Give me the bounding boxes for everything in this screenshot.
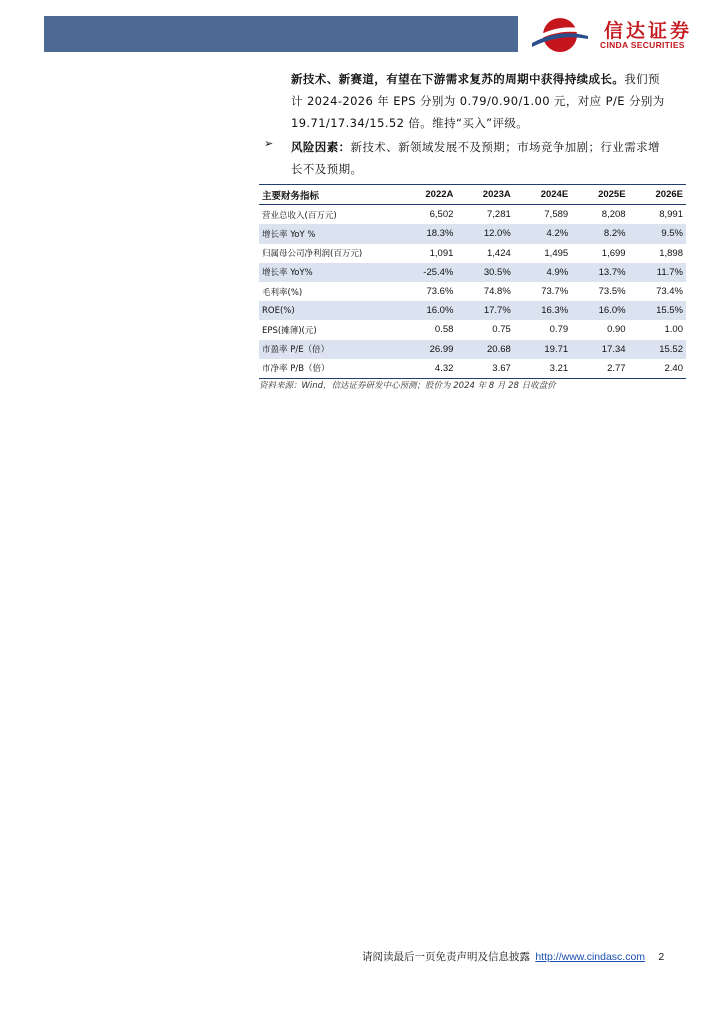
paragraph-line-1 <box>291 68 683 90</box>
risk-line-1-text: 新技术、新领域发展不及预期；市场竞争加剧；行业需求增 <box>350 140 660 154</box>
table-cell: 0.58 <box>434 324 454 336</box>
table-cell: 30.5% <box>483 266 511 278</box>
table-cell: 16.0% <box>598 305 626 317</box>
risk-line-2: 长不及预期。 <box>291 162 363 176</box>
table-cell: 7,589 <box>544 209 569 221</box>
table-header-cell: 2024E <box>540 189 569 201</box>
table-cell: 8.2% <box>603 228 626 240</box>
table-cell: 2.40 <box>664 362 683 374</box>
website-link[interactable]: http://www.cindasc.com <box>535 951 646 963</box>
table-cell: 73.7% <box>541 286 569 298</box>
table-cell: 12.0% <box>483 228 511 240</box>
risk-title: 风险因素： <box>291 140 351 154</box>
investment-summary-paragraph <box>291 68 683 134</box>
table-cell: 73.6% <box>426 286 454 298</box>
table-cell: 9.5% <box>661 228 683 240</box>
table-header-cell: 2025E <box>598 189 626 201</box>
table-header-cell: 2023A <box>482 189 511 201</box>
table-cell: 0.90 <box>607 324 626 336</box>
table-header-cell: 主要财务指标 <box>262 190 320 202</box>
paragraph-line-2: 计 2024-2026 年 EPS 分别为 0.79/0.90/1.00 元，对应 P/E 分别为 <box>291 94 665 108</box>
table-cell: 18.3% <box>426 228 454 240</box>
table-row <box>259 301 686 320</box>
table-cell: 1,495 <box>544 247 569 259</box>
table-cell: 2.77 <box>607 362 626 374</box>
table-cell: 6,502 <box>429 209 454 221</box>
table-row <box>259 320 686 339</box>
risk-factors-text <box>291 136 684 180</box>
page-number: 2 <box>658 951 665 963</box>
table-cell: 8,208 <box>601 209 626 221</box>
table-cell: 26.99 <box>429 343 454 355</box>
table-cell: 1,424 <box>487 247 511 259</box>
table-cell: 1.00 <box>664 324 683 336</box>
table-row <box>259 224 686 243</box>
table-cell: 市净率 P/B（倍） <box>262 364 330 375</box>
table-row <box>259 340 686 359</box>
table-source-note: 资料来源：Wind，信达证券研发中心预测；股价为 2024 年 8 月 28 日收盘价 <box>259 381 556 391</box>
table-cell: 1,898 <box>659 247 683 259</box>
table-row <box>259 244 686 263</box>
table-cell: 4.32 <box>434 362 454 374</box>
disclaimer-text: 请阅读最后一页免责声明及信息披露 <box>362 951 530 963</box>
table-cell: 73.4% <box>656 286 683 298</box>
table-cell: 市盈率 P/E（倍） <box>262 345 330 356</box>
table-cell: 8,991 <box>659 209 683 221</box>
table-cell: 3.67 <box>492 362 511 374</box>
table-cell: 1,091 <box>429 247 454 259</box>
arrow-bullet-icon: ➢ <box>264 137 274 150</box>
paragraph-bold-lead: 新技术、新赛道，有望在下游需求复苏的周期中获得持续成长。 <box>291 72 625 86</box>
table-cell: 17.7% <box>483 305 511 317</box>
table-cell: 毛利率(%) <box>262 287 303 298</box>
cinda-logo-icon <box>530 16 590 54</box>
table-cell: 15.5% <box>656 305 683 317</box>
table-cell: 15.52 <box>659 343 683 355</box>
table-cell: 3.21 <box>549 362 569 374</box>
table-cell: 增长率 YoY % <box>262 229 316 240</box>
table-cell: 4.2% <box>546 228 569 240</box>
table-cell: EPS(摊薄)(元) <box>262 325 317 336</box>
logo-chinese-name: 信达证券 <box>604 20 693 42</box>
table-cell: 4.9% <box>546 266 569 278</box>
table-cell: 0.75 <box>492 324 511 336</box>
table-row <box>259 263 686 282</box>
table-cell: 增长率 YoY% <box>262 268 313 279</box>
table-cell: 73.5% <box>598 286 626 298</box>
table-row <box>259 359 686 379</box>
paragraph-line-3: 19.71/17.34/15.52 倍。维持“买入”评级。 <box>291 116 529 130</box>
table-cell: 19.71 <box>544 343 569 355</box>
table-cell: 16.3% <box>541 305 569 317</box>
table-cell: 20.68 <box>487 343 511 355</box>
table-cell: 16.0% <box>426 305 454 317</box>
cinda-logo <box>528 14 708 56</box>
table-cell: 1,699 <box>601 247 626 259</box>
table-cell: 17.34 <box>601 343 626 355</box>
table-cell: -25.4% <box>423 266 454 278</box>
table-cell: 0.79 <box>549 324 569 336</box>
paragraph-line-1-rest: 我们预 <box>624 72 660 86</box>
risk-line-1 <box>291 136 684 158</box>
table-cell: 11.7% <box>656 266 683 278</box>
page-footer <box>362 949 664 964</box>
table-header-row <box>259 185 686 205</box>
table-header-cell: 2026E <box>655 189 683 201</box>
table-cell: 营业总收入(百万元) <box>262 210 337 221</box>
table-row <box>259 282 686 301</box>
table-cell: 7,281 <box>487 209 511 221</box>
table-row <box>259 205 686 225</box>
table-cell: 归属母公司净利润(百万元) <box>262 249 363 260</box>
header-bar <box>44 16 518 52</box>
table-cell: 74.8% <box>483 286 511 298</box>
table-cell: ROE(%) <box>262 305 295 316</box>
table-cell: 13.7% <box>598 266 626 278</box>
table-header-cell: 2022A <box>425 189 454 201</box>
financial-indicators-table <box>259 184 686 379</box>
logo-english-name: CINDA SECURITIES <box>600 40 685 50</box>
